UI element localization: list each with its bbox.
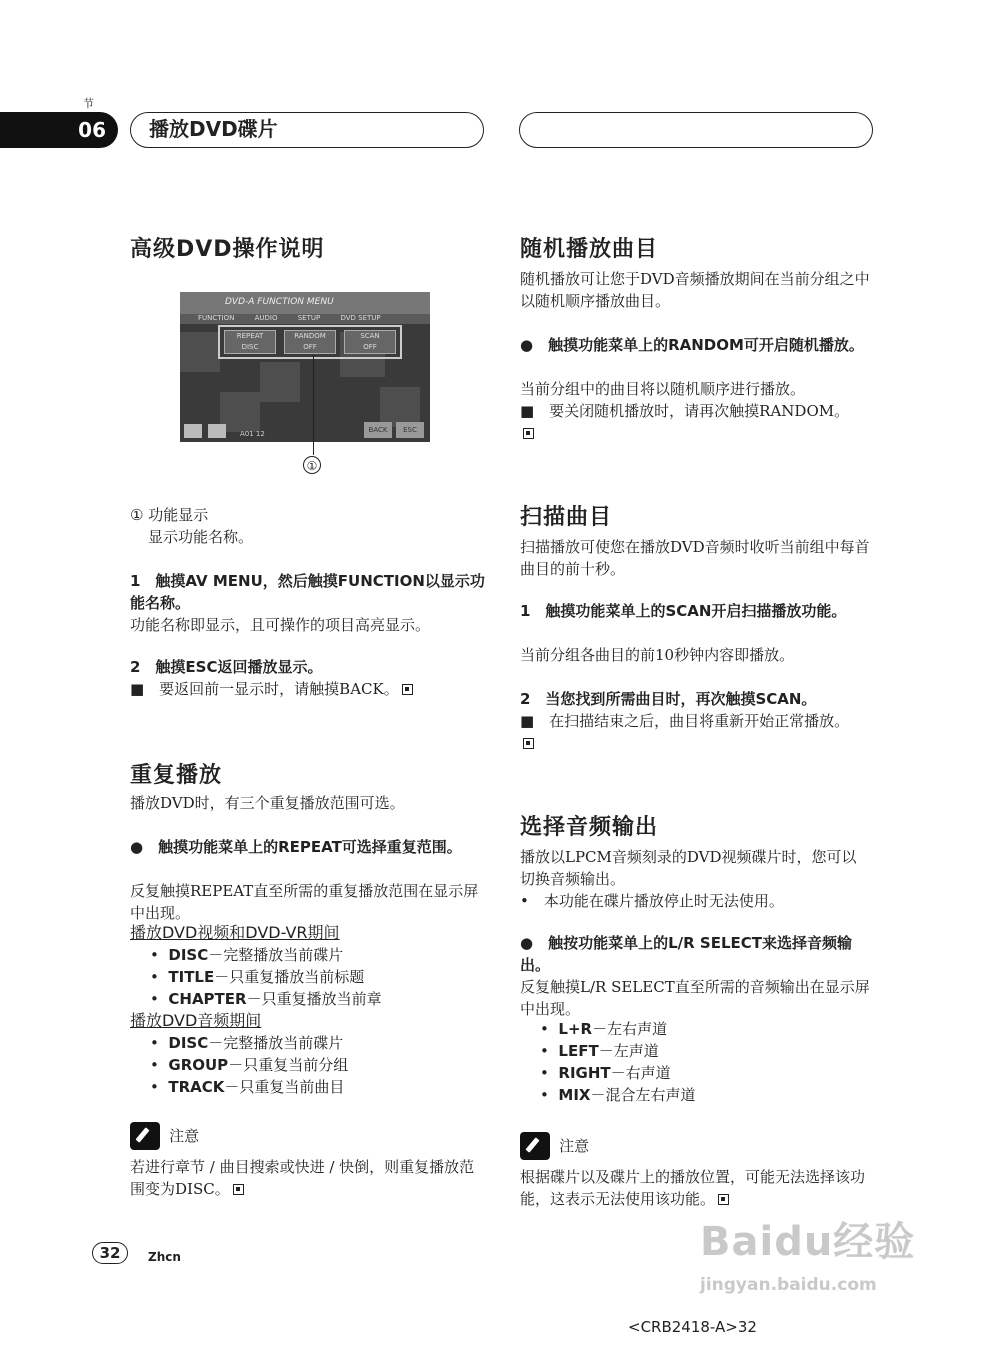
function-cell: SCAN OFF	[344, 330, 396, 354]
callout-line	[313, 355, 314, 455]
random-body: 当前分组中的曲目将以随机顺序进行播放。	[520, 380, 806, 398]
repeat-list1	[130, 944, 486, 1010]
section-number: 06	[0, 112, 118, 148]
random-intro: 随机播放可让您于DVD音频播放期间在当前分组之中以随机顺序播放曲目。	[520, 270, 870, 310]
screen-tab: DVD SETUP	[340, 314, 381, 322]
list-item: • TITLE－只重复播放当前标题	[150, 968, 365, 986]
note-body: 若进行章节 / 曲目搜索或快进 / 快倒，则重复播放范围变为DISC。	[130, 1158, 475, 1198]
screen-tab: SETUP	[297, 314, 321, 322]
scan-intro: 扫描播放可使您在播放DVD音频时收听当前组中每首曲目的前十秒。	[520, 538, 870, 578]
repeat-intro: 播放DVD时，有三个重复播放范围可选。	[130, 794, 405, 812]
down-arrow-icon	[184, 424, 202, 438]
list-item: • GROUP－只重复当前分组	[150, 1056, 349, 1074]
step2-note: ■ 要返回前一显示时，请触摸BACK。	[130, 678, 486, 700]
end-mark-icon	[402, 684, 413, 695]
heading-repeat: 重复播放	[130, 763, 223, 788]
screen-esc-button: ESC	[396, 422, 424, 438]
end-mark-icon	[523, 738, 534, 749]
chapter-title: 播放DVD碟片	[130, 112, 484, 148]
screen-back-button: BACK	[364, 422, 392, 438]
screen-tabs	[180, 314, 430, 324]
repeat-step: ● 触摸功能菜单上的REPEAT可选择重复范围。	[130, 838, 462, 856]
language-code: Zhcn	[148, 1250, 181, 1264]
step2-title: 2 触摸ESC返回播放显示。	[130, 658, 323, 676]
note-pen-icon	[520, 1132, 550, 1160]
item1-title: ① 功能显示	[130, 506, 209, 524]
function-display-box	[218, 325, 402, 359]
note-heading: 注意	[520, 1132, 589, 1160]
function-cell: RANDOM OFF	[284, 330, 336, 354]
function-menu-screenshot	[180, 292, 430, 442]
heading-random: 随机播放曲目	[520, 237, 659, 262]
repeat-list2	[130, 1032, 486, 1098]
screen-tab: AUDIO	[254, 314, 278, 322]
list-item: • RIGHT－右声道	[540, 1064, 671, 1082]
audio-body: 反复触摸L/R SELECT直至所需的音频输出在显示屏中出现。	[520, 978, 870, 1018]
list-item: • CHAPTER－只重复播放当前章	[150, 990, 382, 1008]
list-item: • MIX－混合左右声道	[540, 1086, 696, 1104]
screen-tab: FUNCTION	[198, 314, 235, 322]
list-item: • DISC－完整播放当前碟片	[150, 1034, 344, 1052]
callout-number: ①	[303, 456, 321, 474]
note-heading: 注意	[130, 1122, 199, 1150]
list-item: • TRACK－只重复当前曲目	[150, 1078, 345, 1096]
chapter-title-empty-pill	[519, 112, 873, 148]
document-code: <CRB2418-A>32	[628, 1318, 757, 1336]
note-body: 根据碟片以及碟片上的播放位置，可能无法选择该功能，这表示无法使用该功能。	[520, 1168, 866, 1208]
screen-title-bar	[180, 292, 430, 314]
step1-body: 功能名称即显示，且可操作的项目高亮显示。	[130, 616, 431, 634]
scan-note: ■ 在扫描结束之后，曲目将重新开始正常播放。	[520, 710, 850, 754]
list-item: • DISC－完整播放当前碟片	[150, 946, 344, 964]
scan-body1: 当前分组各曲目的前10秒钟内容即播放。	[520, 646, 795, 664]
random-step: ● 触摸功能菜单上的RANDOM可开启随机播放。	[520, 336, 864, 354]
scan-step2: 2 当您找到所需曲目时，再次触摸SCAN。	[520, 690, 817, 708]
up-arrow-icon	[208, 424, 226, 438]
end-mark-icon	[523, 428, 534, 439]
audio-list	[520, 1018, 870, 1106]
repeat-body: 反复触摸REPEAT直至所需的重复播放范围在显示屏中出现。	[130, 882, 479, 922]
function-cell: REPEAT DISC	[224, 330, 276, 354]
item1-body: 显示功能名称。	[148, 528, 254, 546]
heading-scan: 扫描曲目	[520, 505, 613, 530]
heading-advanced-dvd: 高级DVD操作说明	[130, 237, 325, 262]
random-note: ■ 要关闭随机播放时，请再次触摸RANDOM。	[520, 400, 850, 444]
step1-title: 1 触摸AV MENU，然后触摸FUNCTION以显示功能名称。	[130, 572, 485, 612]
heading-audio-output: 选择音频输出	[520, 815, 659, 840]
section-label: 节	[83, 97, 94, 110]
repeat-sub2: 播放DVD音频期间	[130, 1011, 262, 1030]
audio-step: ● 触按功能菜单上的L/R SELECT来选择音频输出。	[520, 934, 852, 974]
watermark: Baidu经验 jingyan.baidu.com	[700, 1219, 916, 1295]
audio-bullet: • 本功能在碟片播放停止时无法使用。	[520, 892, 784, 910]
note-pen-icon	[130, 1122, 160, 1150]
screen-status: A01 12	[240, 430, 265, 438]
list-item: • LEFT－左声道	[540, 1042, 659, 1060]
page-number: 32	[92, 1242, 128, 1264]
end-mark-icon	[718, 1194, 729, 1205]
end-mark-icon	[233, 1184, 244, 1195]
list-item: • L+R－左右声道	[540, 1020, 668, 1038]
audio-intro: 播放以LPCM音频刻录的DVD视频碟片时，您可以切换音频输出。	[520, 848, 857, 888]
scan-step1: 1 触摸功能菜单上的SCAN开启扫描播放功能。	[520, 602, 847, 620]
repeat-sub1: 播放DVD视频和DVD-VR期间	[130, 923, 340, 942]
screen-title: DVD-A FUNCTION MENU	[225, 297, 334, 307]
